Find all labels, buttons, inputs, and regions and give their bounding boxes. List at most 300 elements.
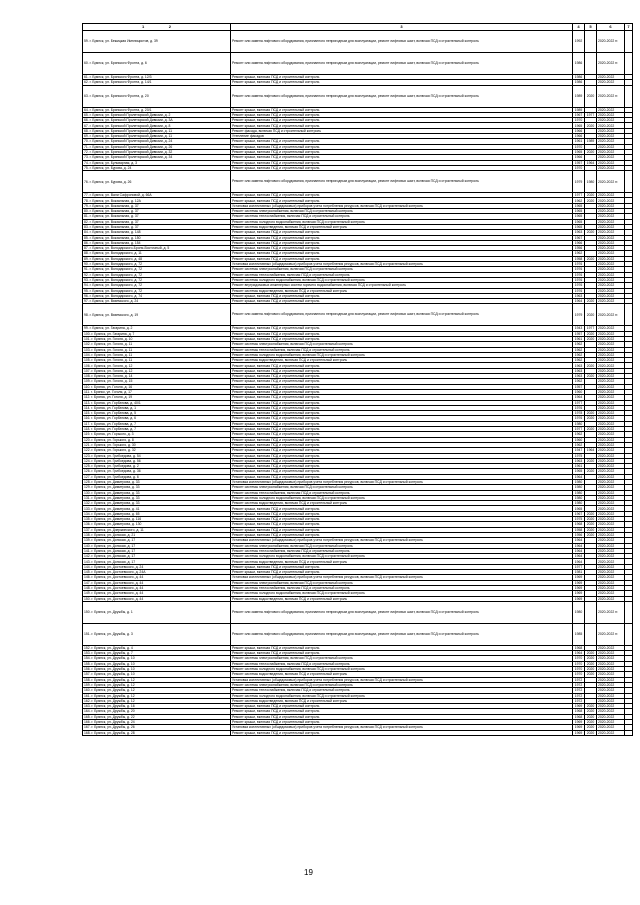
period-cell: 2020-2022 (597, 165, 625, 170)
address-cell: 68. г. Брянск, ул. Брянской Пролетарской Дивизии, д. 11 (83, 128, 231, 133)
build-year-cell: 1976 (573, 283, 585, 288)
build-year-cell: 1964 (573, 559, 585, 564)
build-year-cell: 1965 (573, 224, 585, 229)
period-cell: 2020-2022 (597, 368, 625, 373)
build-year-cell: 1980 (573, 480, 585, 485)
build-year-cell: 1962 (573, 442, 585, 447)
work-type-cell: Ремонт системы холодного водоснабжения, включая ПСД и строительный контроль (231, 352, 573, 357)
build-year-cell: 1957 (573, 331, 585, 336)
address-cell: 93. г. Брянск, ул. Володарского, д. 72 (83, 277, 231, 282)
build-year-cell: 1969 (573, 725, 585, 730)
work-type-cell: Ремонт внутридомовых инженерных систем горячего водоснабжения, включая ПСД и строительный контроль (231, 283, 573, 288)
build-year-cell: 1969 (573, 704, 585, 709)
renovation-year-cell: 2020 (585, 299, 597, 304)
address-cell: 123. г. Брянск, ул. Грибоедова, д. 54 (83, 453, 231, 458)
address-cell: 69. г. Брянск, ул. Брянской Пролетарской Дивизии, д. 11 (83, 134, 231, 139)
build-year-cell: 1966 (573, 240, 585, 245)
address-cell: 67. г. Брянск, ул. Брянской Пролетарской Дивизии, д. 8 (83, 123, 231, 128)
renovation-year-cell: 2020 (585, 714, 597, 719)
renovation-year-cell: 2020 (585, 198, 597, 203)
renovation-year-cell: 2020 (585, 672, 597, 677)
renovation-year-cell: 2020 (585, 85, 597, 107)
renovation-year-cell (585, 53, 597, 75)
address-cell: 73. г. Брянск, ул. Брянской Пролетарской Дивизии, д. 34 (83, 155, 231, 160)
work-type-cell: Ремонт крыши, включая ПСД и строительный контроль (231, 336, 573, 341)
address-cell: 147. г. Брянск, ул. Достоевского, д. 44 (83, 580, 231, 585)
address-cell: 162. г. Брянск, ул. Дружбы, д. 12 (83, 698, 231, 703)
work-type-cell: Ремонт крыши, включая ПСД и строительный контроль (231, 240, 573, 245)
renovation-year-cell: 2020 (585, 123, 597, 128)
period-cell: 2020-2022 (597, 490, 625, 495)
address-cell: 90. г. Брянск, ул. Володарского, д. 72 (83, 262, 231, 267)
address-cell: 75. г. Брянск, ул. Бурова, д. 24 (83, 165, 231, 170)
work-type-cell: Ремонт крыши, включая ПСД и строительный контроль (231, 704, 573, 709)
period-cell: 2020-2022 (597, 139, 625, 144)
address-cell: 61. г. Брянск, ул. Брянского Фронта, д. 12/3 (83, 75, 231, 80)
address-cell: 118. г. Брянск, ул. Горбатова, д. 7 (83, 427, 231, 432)
address-cell: 131. г. Брянск, ул. Димитрова, д. 33 (83, 495, 231, 500)
renovation-year-cell: 2020 (585, 416, 597, 421)
address-cell: 84. г. Брянск, ул. Вокзальная, д. 148 (83, 230, 231, 235)
period-cell: 2020-2022 (597, 480, 625, 485)
period-cell: 2020-2022 (597, 214, 625, 219)
work-type-cell: Ремонт крыши, включая ПСД и строительный контроль (231, 155, 573, 160)
build-year-cell: 1977 (573, 564, 585, 569)
work-type-cell: Ремонт крыши, включая ПСД и строительный контроль (231, 645, 573, 650)
note-cell (625, 85, 633, 107)
renovation-year-cell: 2020 (585, 651, 597, 656)
address-cell: 163. г. Брянск, ул. Дружбы, д. 16 (83, 704, 231, 709)
work-type-cell: Ремонт крыши, включая ПСД и строительный контроль (231, 384, 573, 389)
work-type-cell: Ремонт системы электроснабжения, включая ПСД и строительный контроль (231, 485, 573, 490)
period-cell: 2020-2022 (597, 293, 625, 298)
work-type-cell: Ремонт крыши, включая ПСД и строительный контроль (231, 432, 573, 437)
address-cell: 76. г. Брянск, ул. Бурова, д. 26 (83, 171, 231, 193)
build-year-cell: 1965 (573, 214, 585, 219)
period-cell: 2020-2022 (597, 379, 625, 384)
address-cell: 130. г. Брянск, ул. Димитрова, д. 33 (83, 490, 231, 495)
address-cell: 88. г. Брянск, ул. Володарского, д. 11 (83, 251, 231, 256)
renovation-year-cell: 2020 (585, 511, 597, 516)
period-cell: 2020-2022 (597, 134, 625, 139)
address-cell: 168. г. Брянск, ул. Дружбы, д. 28 (83, 730, 231, 735)
address-cell: 134. г. Брянск, ул. Димитрова, д. 65 (83, 511, 231, 516)
work-type-cell: Ремонт крыши, включая ПСД и строительный контроль (231, 75, 573, 80)
period-cell: 2020-2022 (597, 564, 625, 569)
build-year-cell: 1970 (573, 118, 585, 123)
address-cell: 96. г. Брянск, ул. Володарского, д. 74 (83, 293, 231, 298)
renovation-year-cell: 2020 (585, 336, 597, 341)
build-year-cell: 1965 (573, 149, 585, 154)
build-year-cell: 1970 (573, 656, 585, 661)
build-year-cell: 1963 (573, 363, 585, 368)
address-cell: 121. г. Брянск, ул. Горького, д. 30 (83, 442, 231, 447)
address-cell: 129. г. Брянск, ул. Димитрова, д. 33 (83, 485, 231, 490)
address-cell: 128. г. Брянск, ул. Димитрова, д. 33 (83, 480, 231, 485)
renovation-year-cell: 2020 (585, 458, 597, 463)
work-type-cell: Ремонт системы электроснабжения, включая ПСД и строительный контроль (231, 342, 573, 347)
period-cell: 2020-2022 (597, 432, 625, 437)
period-cell: 2020-2022 (597, 527, 625, 532)
address-cell: 140. г. Брянск, ул. Донская, д. 17 (83, 543, 231, 548)
work-type-cell: Ремонт системы электроснабжения, включая ПСД и строительный контроль (231, 682, 573, 687)
work-type-cell: Ремонт системы теплоснабжения, включая ПСД и строительный контроль (231, 490, 573, 495)
period-cell: 2020-2022 (597, 548, 625, 553)
work-type-cell: Ремонт крыши, включая ПСД и строительный контроль (231, 112, 573, 117)
address-cell: 63. г. Брянск, ул. Брянского Фронта, д. 20 (83, 85, 231, 107)
address-cell: 127. г. Брянск, ул. Грибоедова, д. 6 (83, 474, 231, 479)
address-cell: 66. г. Брянск, ул. Брянской Пролетарской Дивизии, д. 3А (83, 118, 231, 123)
address-cell: 116. г. Брянск, ул. Горбатова, д. 6 (83, 416, 231, 421)
address-cell: 154. г. Брянск, ул. Дружбы, д. 10 (83, 656, 231, 661)
build-year-cell: 1981 (573, 570, 585, 575)
work-type-cell: Ремонт крыши, включая ПСД и строительный контроль (231, 374, 573, 379)
period-cell: 2020-2022 (597, 580, 625, 585)
work-type-cell: Ремонт или замена лифтового оборудования, признанного непригодным для эксплуатации, ремонт лифтовых шахт, включая ПСД и строительный контроль (231, 53, 573, 75)
renovation-year-cell: 2020 (585, 709, 597, 714)
work-type-cell: Ремонт крыши, включая ПСД и строительный контроль (231, 511, 573, 516)
address-cell: 100. г. Брянск, ул. Гагарина, д. 7 (83, 331, 231, 336)
address-cell: 142. г. Брянск, ул. Донская, д. 17 (83, 554, 231, 559)
work-type-cell: Установка коллективных (общедомовых) приборов учета потребления ресурсов, включая ПСД и строительный контроль (231, 480, 573, 485)
note-cell (625, 730, 633, 735)
work-type-cell: Ремонт или замена лифтового оборудования, признанного непригодным для эксплуатации, ремонт лифтовых шахт, включая ПСД и строительный контроль (231, 171, 573, 193)
build-year-cell: 1968 (573, 714, 585, 719)
work-type-cell: Ремонт системы холодного водоснабжения, включая ПСД и строительный контроль (231, 554, 573, 559)
period-cell: 2020-2022 (597, 464, 625, 469)
work-type-cell: Ремонт системы водоотведения, включая ПСД и строительный контроль (231, 559, 573, 564)
build-year-cell: 1963 (573, 458, 585, 463)
renovation-year-cell: 2020 (585, 230, 597, 235)
work-type-cell: Установка коллективных (общедомовых) приборов учета потребления ресурсов, включая ПСД и строительный контроль (231, 677, 573, 682)
address-cell: 104. г. Брянск, ул. Гоголя, д. 11 (83, 352, 231, 357)
period-cell: 2020-2022 (597, 128, 625, 133)
work-type-cell: Ремонт крыши, включая ПСД и строительный контроль (231, 474, 573, 479)
address-cell: 77. г. Брянск, ул. Вали Сафроновой, д. 66А (83, 193, 231, 198)
address-cell: 80. г. Брянск, ул. Вокзальная, д. 37 (83, 209, 231, 214)
address-cell: 158. г. Брянск, ул. Дружбы, д. 12 (83, 677, 231, 682)
build-year-cell: 1970 (573, 667, 585, 672)
work-type-cell: Ремонт крыши, включая ПСД и строительный контроль (231, 198, 573, 203)
period-cell: 2020-2022 (597, 299, 625, 304)
period-cell: 2020-2022 (597, 709, 625, 714)
period-cell: 2020-2022 (597, 230, 625, 235)
work-type-cell: Ремонт крыши, включая ПСД и строительный контроль (231, 123, 573, 128)
period-cell: 2020-2022 (597, 411, 625, 416)
period-cell: 2020-2022 (597, 203, 625, 208)
period-cell: 2020-2022 (597, 677, 625, 682)
work-type-cell: Ремонт системы электроснабжения, включая ПСД и строительный контроль (231, 580, 573, 585)
address-cell: 102. г. Брянск, ул. Гоголя, д. 11 (83, 342, 231, 347)
build-year-cell: 1970 (573, 144, 585, 149)
header-cell-renovation: 5 (585, 24, 597, 31)
work-type-cell: Ремонт крыши, включая ПСД и строительный контроль (231, 379, 573, 384)
work-type-cell: Ремонт системы холодного водоснабжения, включая ПСД и строительный контроль (231, 591, 573, 596)
period-cell: 2020-2022 (597, 501, 625, 506)
period-cell: 2020-2022 (597, 144, 625, 149)
work-type-cell: Ремонт крыши, включая ПСД и строительный контроль (231, 714, 573, 719)
renovation-year-cell: 2020 (585, 719, 597, 724)
work-type-cell: Ремонт системы холодного водоснабжения, включая ПСД и строительный контроль (231, 219, 573, 224)
address-cell: 124. г. Брянск, ул. Грибоедова, д. 56 (83, 458, 231, 463)
period-cell: 2020-2022 (597, 416, 625, 421)
work-type-cell: Ремонт системы электроснабжения, включая ПСД и строительный контроль (231, 209, 573, 214)
period-cell: 2020-2022 (597, 591, 625, 596)
work-type-cell: Ремонт крыши, включая ПСД и строительный контроль (231, 400, 573, 405)
table-row (83, 601, 633, 623)
period-cell: 2020-2022 (597, 693, 625, 698)
period-cell: 2020-2022 гг. (597, 53, 625, 75)
table-row (83, 171, 633, 193)
address-cell: 70. г. Брянск, ул. Брянской Пролетарской Дивизии, д. 24 (83, 139, 231, 144)
address-cell: 153. г. Брянск, ул. Дружбы, д. 7 (83, 651, 231, 656)
work-type-cell: Ремонт системы электроснабжения, включая ПСД и строительный контроль (231, 543, 573, 548)
period-cell: 2020-2022 (597, 575, 625, 580)
build-year-cell: 1967 (573, 235, 585, 240)
period-cell: 2020-2022 (597, 448, 625, 453)
period-cell: 2020-2022 (597, 384, 625, 389)
work-type-cell: Ремонт крыши, включая ПСД и строительный контроль (231, 421, 573, 426)
build-year-cell: 1965 (573, 203, 585, 208)
work-type-cell: Ремонт системы электроснабжения, включая ПСД и строительный контроль (231, 267, 573, 272)
work-type-cell: Ремонт системы теплоснабжения, включая ПСД и строительный контроль (231, 585, 573, 590)
period-cell: 2020-2022 гг. (597, 31, 625, 53)
work-type-cell: Ремонт крыши, включая ПСД и строительный контроль (231, 144, 573, 149)
work-type-cell: Ремонт системы водоотведения, включая ПСД и строительный контроль (231, 358, 573, 363)
work-type-cell: Ремонт системы теплоснабжения, включая ПСД и строительный контроль (231, 347, 573, 352)
build-year-cell: 1977 (573, 427, 585, 432)
period-cell: 2020-2022 (597, 277, 625, 282)
work-type-cell: Ремонт крыши, включая ПСД и строительный контроль (231, 411, 573, 416)
address-cell: 136. г. Брянск, ул. Димитрова, д. 130 (83, 522, 231, 527)
build-year-cell: 1967 (573, 511, 585, 516)
period-cell: 2020-2022 (597, 661, 625, 666)
work-type-cell: Ремонт крыши, включая ПСД и строительный контроль (231, 293, 573, 298)
build-year-cell: 1963 (573, 293, 585, 298)
address-cell: 74. г. Брянск, ул. Бульварная, д. 3 (83, 160, 231, 165)
period-cell: 2020-2022 (597, 198, 625, 203)
header-label: 2 (168, 23, 171, 29)
renovation-year-cell: 2020 (585, 304, 597, 326)
period-cell: 2020-2022 (597, 160, 625, 165)
work-type-cell: Ремонт крыши, включая ПСД и строительный контроль (231, 251, 573, 256)
address-cell: 157. г. Брянск, ул. Дружбы, д. 10 (83, 672, 231, 677)
period-cell: 2020-2022 (597, 235, 625, 240)
period-cell: 2020-2022 (597, 395, 625, 400)
work-type-cell: Ремонт крыши, включая ПСД и строительный контроль (231, 139, 573, 144)
address-cell: 115. г. Брянск, ул. Горбатова, д. 5 (83, 411, 231, 416)
build-year-cell: 1969 (573, 730, 585, 735)
period-cell: 2020-2022 (597, 511, 625, 516)
build-year-cell: 1962 (573, 347, 585, 352)
table-row (83, 53, 633, 75)
address-cell: 81. г. Брянск, ул. Вокзальная, д. 37 (83, 214, 231, 219)
address-cell: 85. г. Брянск, ул. Вокзальная, д. 150 (83, 235, 231, 240)
address-cell: 161. г. Брянск, ул. Дружбы, д. 12 (83, 693, 231, 698)
note-cell (625, 31, 633, 53)
renovation-year-cell (585, 601, 597, 623)
period-cell: 2020-2022 (597, 517, 625, 522)
renovation-year-cell: 2020 (585, 517, 597, 522)
period-cell: 2020-2022 (597, 704, 625, 709)
note-cell (625, 171, 633, 193)
work-type-cell: Утепление фасадов (231, 134, 573, 139)
renovation-year-cell: 2020 (585, 427, 597, 432)
work-type-cell: Установка коллективных (общедомовых) приборов учета потребления ресурсов, включая ПСД и строительный контроль (231, 725, 573, 730)
work-type-cell: Ремонт или замена лифтового оборудования, признанного непригодным для эксплуатации, ремонт лифтовых шахт, включая ПСД и строительный контроль (231, 85, 573, 107)
renovation-year-cell: 2020 (585, 730, 597, 735)
address-cell: 135. г. Брянск, ул. Димитрова, д. 116 (83, 517, 231, 522)
period-cell: 2020-2022 (597, 554, 625, 559)
work-type-cell: Ремонт фасада, включая ПСД и строительный контроль (231, 128, 573, 133)
period-cell: 2020-2022 (597, 336, 625, 341)
work-type-cell: Ремонт крыши, включая ПСД и строительный контроль (231, 246, 573, 251)
work-type-cell: Ремонт системы водоотведения, включая ПСД и строительный контроль (231, 224, 573, 229)
period-cell: 2020-2022 (597, 522, 625, 527)
renovation-year-cell: 2020 (585, 661, 597, 666)
build-year-cell: 1957 (573, 384, 585, 389)
period-cell: 2020-2022 (597, 543, 625, 548)
work-type-cell: Ремонт или замена лифтового оборудования, признанного непригодным для эксплуатации, ремонт лифтовых шахт, включая ПСД и строительный контроль (231, 31, 573, 53)
period-cell: 2020-2022 (597, 656, 625, 661)
period-cell: 2020-2022 (597, 442, 625, 447)
address-cell: 137. г. Брянск, ул. Дзержинского, д. 11 (83, 527, 231, 532)
address-cell: 107. г. Брянск, ул. Гоголя, д. 12 (83, 368, 231, 373)
build-year-cell: 1977 (573, 400, 585, 405)
period-cell: 2020-2022 (597, 224, 625, 229)
renovation-year-cell: 2020 (585, 256, 597, 261)
document-page (82, 23, 632, 736)
address-cell: 97. г. Брянск, ул. Вяземского, д. 24 (83, 299, 231, 304)
renovation-year-cell: 1964 (585, 448, 597, 453)
build-year-cell: 1972 (573, 698, 585, 703)
renovation-year-cell: 2020 (585, 411, 597, 416)
period-cell: 2020-2022 (597, 532, 625, 537)
build-year-cell: 1972 (573, 677, 585, 682)
period-cell: 2020-2022 гг. (597, 171, 625, 193)
note-cell (625, 623, 633, 645)
address-cell: 148. г. Брянск, ул. Достоевского, д. 44 (83, 585, 231, 590)
build-year-cell: 1966 (573, 128, 585, 133)
build-year-cell: 1975 (573, 517, 585, 522)
build-year-cell: 1965 (573, 219, 585, 224)
work-type-cell: Ремонт крыши, включая ПСД и строительный контроль (231, 326, 573, 331)
work-type-cell: Ремонт крыши, включая ПСД и строительный контроль (231, 299, 573, 304)
build-year-cell: 1986 (573, 75, 585, 80)
period-cell: 2020-2022 (597, 123, 625, 128)
period-cell: 2020-2022 гг. (597, 304, 625, 326)
address-cell: 113. г. Брянск, ул. Горбатова, д. 40/1 (83, 400, 231, 405)
table-row (83, 31, 633, 53)
address-cell: 92. г. Брянск, ул. Володарского, д. 72 (83, 272, 231, 277)
work-type-cell: Ремонт или замена лифтового оборудования, признанного непригодным для эксплуатации, ремонт лифтовых шахт, включая ПСД и строительный контроль (231, 304, 573, 326)
period-cell: 2020-2022 (597, 437, 625, 442)
build-year-cell: 1969 (573, 580, 585, 585)
renovation-year-cell: 2020 (585, 193, 597, 198)
build-year-cell: 1980 (573, 490, 585, 495)
work-type-cell: Ремонт крыши, включая ПСД и строительный контроль (231, 107, 573, 112)
work-type-cell: Ремонт крыши, включая ПСД и строительный контроль (231, 564, 573, 569)
work-type-cell: Ремонт системы теплоснабжения, включая ПСД и строительный контроль (231, 688, 573, 693)
header-cell-address (83, 24, 231, 31)
address-cell: 167. г. Брянск, ул. Дружбы, д. 26 (83, 725, 231, 730)
build-year-cell: 1962 (573, 251, 585, 256)
work-type-cell: Ремонт крыши, включая ПСД и строительный контроль (231, 469, 573, 474)
header-cell-work: 3 (231, 24, 573, 31)
build-year-cell: 1969 (573, 719, 585, 724)
period-cell: 2020-2022 (597, 559, 625, 564)
work-type-cell: Ремонт крыши, включая ПСД и строительный контроль (231, 160, 573, 165)
address-cell: 105. г. Брянск, ул. Гоголя, д. 11 (83, 358, 231, 363)
period-cell: 2020-2022 (597, 672, 625, 677)
address-cell: 149. г. Брянск, ул. Достоевского, д. 44 (83, 591, 231, 596)
build-year-cell: 1966 (573, 134, 585, 139)
address-cell: 112. г. Брянск, ул. Гоголя, д. 19 (83, 395, 231, 400)
table-body (83, 31, 633, 736)
build-year-cell: 1969 (573, 596, 585, 601)
renovation-year-cell: 2020 (585, 704, 597, 709)
period-cell: 2020-2022 (597, 155, 625, 160)
period-cell: 2020-2022 (597, 251, 625, 256)
work-type-cell: Ремонт крыши, включая ПСД и строительный контроль (231, 506, 573, 511)
period-cell: 2020-2022 гг. (597, 623, 625, 645)
header-cell-period: 6 (597, 24, 625, 31)
period-cell: 2020-2022 (597, 485, 625, 490)
work-type-cell: Ремонт системы водоотведения, включая ПСД и строительный контроль (231, 698, 573, 703)
period-cell: 2020-2022 (597, 714, 625, 719)
period-cell: 2020-2022 (597, 495, 625, 500)
address-cell: 108. г. Брянск, ул. Гоголя, д. 14 (83, 374, 231, 379)
work-type-cell: Ремонт системы водоотведения, включая ПСД и строительный контроль (231, 501, 573, 506)
work-type-cell: Ремонт крыши, включая ПСД и строительный контроль (231, 522, 573, 527)
work-type-cell: Ремонт крыши, включая ПСД и строительный контроль (231, 363, 573, 368)
address-cell: 144. г. Брянск, ул. Достоевского, д. 24 (83, 564, 231, 569)
address-cell: 101. г. Брянск, ул. Гоголя, д. 10 (83, 336, 231, 341)
note-cell (625, 601, 633, 623)
work-type-cell: Ремонт системы холодного водоснабжения, включая ПСД и строительный контроль (231, 693, 573, 698)
renovation-year-cell (585, 623, 597, 645)
address-cell: 155. г. Брянск, ул. Дружбы, д. 10 (83, 661, 231, 666)
address-cell: 72. г. Брянск, ул. Брянской Пролетарской Дивизии, д. 32 (83, 149, 231, 154)
note-cell (625, 53, 633, 75)
address-cell: 71. г. Брянск, ул. Брянской Пролетарской Дивизии, д. 26 (83, 144, 231, 149)
address-cell: 62. г. Брянск, ул. Брянского Фронта, д. 14/1 (83, 80, 231, 85)
build-year-cell: 1970 (573, 165, 585, 170)
period-cell: 2020-2022 гг. (597, 601, 625, 623)
address-cell: 119. г. Брянск, ул. Горького, д. 3 (83, 432, 231, 437)
work-type-cell: Ремонт крыши, включая ПСД и строительный контроль (231, 395, 573, 400)
address-cell: 146. г. Брянск, ул. Достоевского, д. 44 (83, 575, 231, 580)
build-year-cell: 1963 (573, 374, 585, 379)
period-cell: 2020-2022 (597, 585, 625, 590)
build-year-cell: 1969 (573, 575, 585, 580)
header-cell-note: 7 (625, 24, 633, 31)
build-year-cell: 1972 (573, 693, 585, 698)
work-type-cell: Ремонт крыши, включая ПСД и строительный контроль (231, 527, 573, 532)
build-year-cell: 1980 (573, 485, 585, 490)
table-row (83, 304, 633, 326)
address-cell: 114. г. Брянск, ул. Горбатова, д. 1 (83, 405, 231, 410)
period-cell: 2020-2022 (597, 725, 625, 730)
work-type-cell: Ремонт системы холодного водоснабжения, включая ПСД и строительный контроль (231, 277, 573, 282)
build-year-cell: 1962 (573, 352, 585, 357)
address-cell: 78. г. Брянск, ул. Вокзальная, д. 12А (83, 198, 231, 203)
work-type-cell: Ремонт крыши, включая ПСД и строительный контроль (231, 719, 573, 724)
build-year-cell: 1960 (573, 437, 585, 442)
build-year-cell: 1980 (573, 421, 585, 426)
work-type-cell: Ремонт крыши, включая ПСД и строительный контроль (231, 256, 573, 261)
address-cell: 150. г. Брянск, ул. Дружбы, д. 1 (83, 601, 231, 623)
